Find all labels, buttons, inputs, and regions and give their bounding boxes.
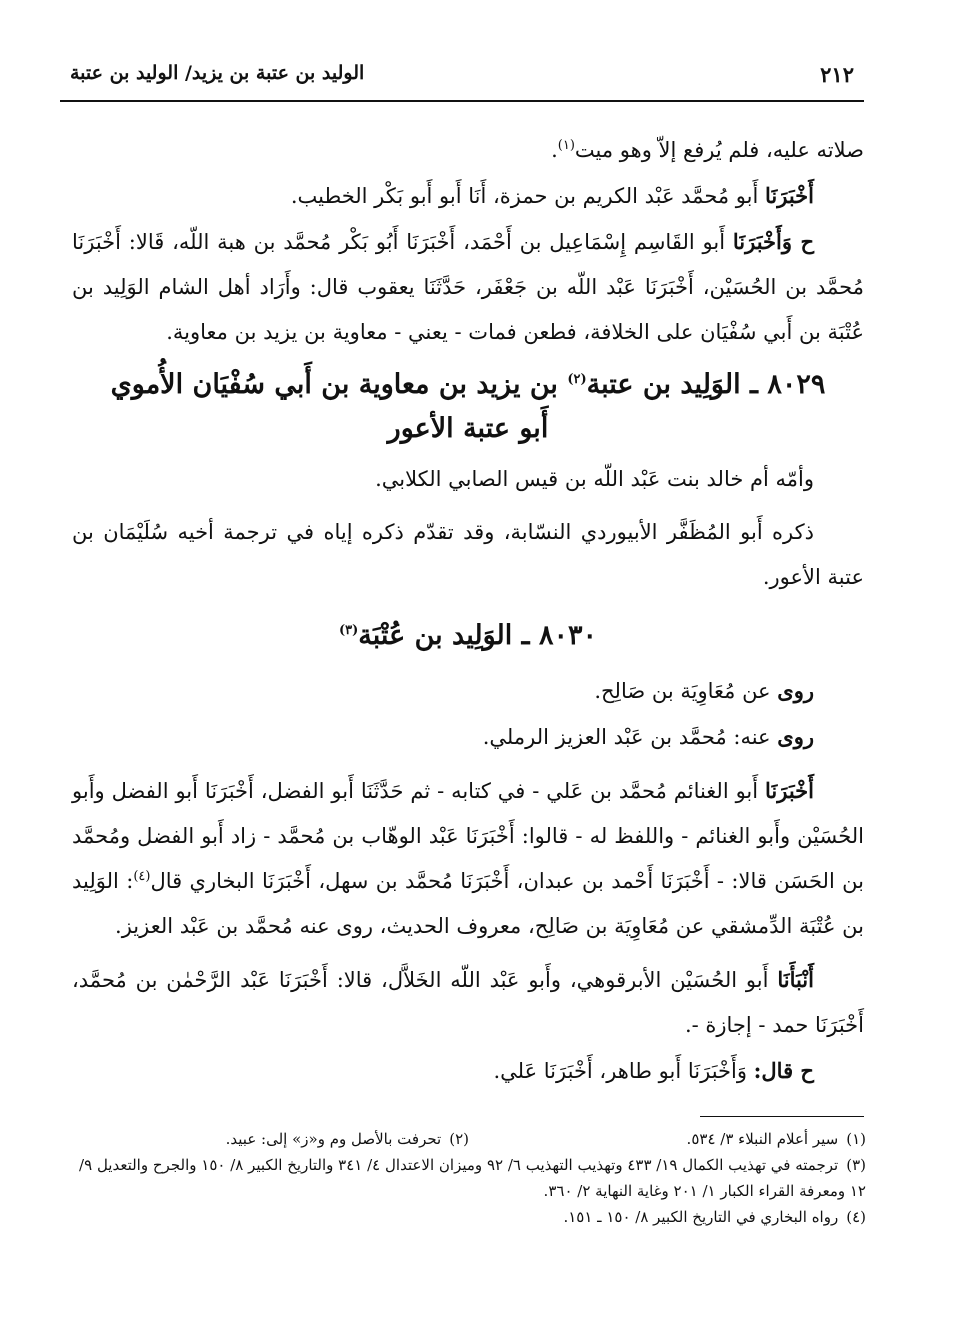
footnote-2: (٢)تحرفت بالأصل وم و«ز» إلى: عبيد. [225, 1130, 469, 1148]
footnote-ref[interactable]: (١) [557, 138, 575, 153]
page-number: ٢١٢ [820, 62, 854, 87]
entry-title: ٨٠٢٩ ـ الوَلِيد بن عتبة$^{(٢)}$ بن يزيد بن معاوية بن أَبي سُفْيَان الأُموي أَبو عتبة الأعور [110, 369, 826, 444]
paragraph: أَنْبَأَنَا أَبو الحُسَيْن الأبرقوهي، وأَبو عَبْد اللّه الخَلاَّل، قالا: أَخْبَرَنَا عَبْد الرَّحْمٰن بن مُحمَّد، أَخْبَرَنَا حمد - إجازة -. [72, 967, 864, 1037]
isnad-lead: أَنْبَأَنَا [777, 967, 814, 992]
footnote-ref[interactable]: (٢) [567, 372, 587, 387]
isnad-lead: أَخْبَرَنَا [765, 183, 814, 208]
entry-title: ٨٠٣٠ ـ الوَلِيد بن عُتْبَة$^{(٣)}$ [339, 620, 597, 651]
paragraph: روى عن مُعَاوِيَة بن صَالِح. [594, 678, 814, 703]
main-text [72, 128, 864, 1094]
footnote-1: (١)سير أعلام النبلاء ٣/ ٥٣٤. [686, 1130, 866, 1148]
entry-kunya: أَبو عتبة الأعور [387, 413, 549, 444]
footnote-4: (٤)رواه البخاري في التاريخ الكبير ٨/ ١٥٠ ـ ١٥١. [563, 1208, 866, 1226]
paragraph: صلاته عليه، فلم يُرفع إلاّ وهو ميت$^{(١)}$. [551, 138, 864, 162]
paragraph: ح وَأَخْبَرَنَا أَبو القَاسِم إِسْمَاعِيل بن أَحْمَد، أَخْبَرَنَا أَبُو بَكْر مُحمَّد بن هبة اللّه، قَالا: أَخْبَرَنَا مُحمَّد بن الحُسَيْن، أَخْبَرَنَا عَبْد اللّه بن جَعْفَر، حَدَّثَنَا يعقوب قال: وأَرَاد أهل الشام الوَلِيد بن عُتْبَة بن أَبي سُفْيَان على الخلافة، فطعن فمات - يعني - معاوية بن يزيد بن معاوية. [72, 229, 864, 344]
isnad-lead: ح قال: [753, 1058, 814, 1083]
footnote-row [72, 1126, 866, 1152]
footnote-ref[interactable]: (٤) [133, 869, 151, 884]
paragraph: ذكره أَبو المُظَفَّر الأبيوردي النسّابة، وقد تقدّم ذكره إياه في ترجمة أخيه سُلَيْمَان بن عتبة الأعور. [72, 520, 864, 589]
paragraph: ح قال: وَأَخْبَرَنَا أَبو طاهر، أَخْبَرَنَا عَلي. [493, 1058, 814, 1083]
paragraph: وأمّه أم خالد بنت عَبْد اللّه بن قيس الصابي الكلابي. [375, 467, 814, 491]
isnad-lead: روى [777, 678, 814, 703]
isnad-lead: روى [777, 724, 814, 749]
paragraph: أَخْبَرَنَا أَبو مُحمَّد عَبْد الكريم بن حمزة، أَنَا أَبو أَبو بَكْر الخطيب. [290, 183, 814, 208]
isnad-lead: ح وَأَخْبَرَنَا [732, 229, 814, 254]
page-header [60, 58, 864, 98]
footnote-divider [700, 1116, 864, 1117]
isnad-lead: أَخْبَرَنَا [765, 778, 814, 803]
header-divider [60, 100, 864, 102]
running-head: الوليد بن عتبة بن يزيد/ الوليد بن عتبة [70, 62, 365, 84]
paragraph: روى عنه: مُحمَّد بن عَبْد العزيز الرملي. [482, 724, 814, 749]
footnote-3: (٣)ترجمته في تهذيب الكمال ١٩/ ٤٣٣ وتهذيب التهذيب ٦/ ٩٢ وميزان الاعتدال ٤/ ٣٤١ والتاريخ الكبير ٨/ ١٥٠ والجرح والتعديل ٩/ ١٢ ومعرفة القراء الكبار ١/ ٢٠١ وغاية النهاية ٢/ ٣٦٠. [79, 1156, 866, 1200]
paragraph: أَخْبَرَنَا أَبو الغنائم مُحمَّد بن عَلي - في كتابه - ثم حَدَّثَنَا أَبو الفضل، أَخْبَرَنَا أَبو الفضل وأَبو الحُسَيْن وأَبو الغنائم - واللفظ له - قالوا: أَخْبَرَنَا عَبْد الوهّاب بن مُحمَّد - زاد أَبو الفضل ومُحمَّد بن الحَسَن قالا: - أَخْبَرَنَا أَحْمد بن عبدان، أَخْبَرَنَا مُحمَّد بن سهل، أَخْبَرَنَا البخاري قال$^{(٤)}$: الوَلِيد بن عُتْبَة الدِّمشقي عن مُعَاوِيَة بن صَالِح، معروف الحديث، روى عنه مُحمَّد بن عَبْد العزيز. [72, 778, 864, 938]
footnotes [72, 1126, 866, 1230]
footnote-ref[interactable]: (٣) [339, 623, 359, 638]
